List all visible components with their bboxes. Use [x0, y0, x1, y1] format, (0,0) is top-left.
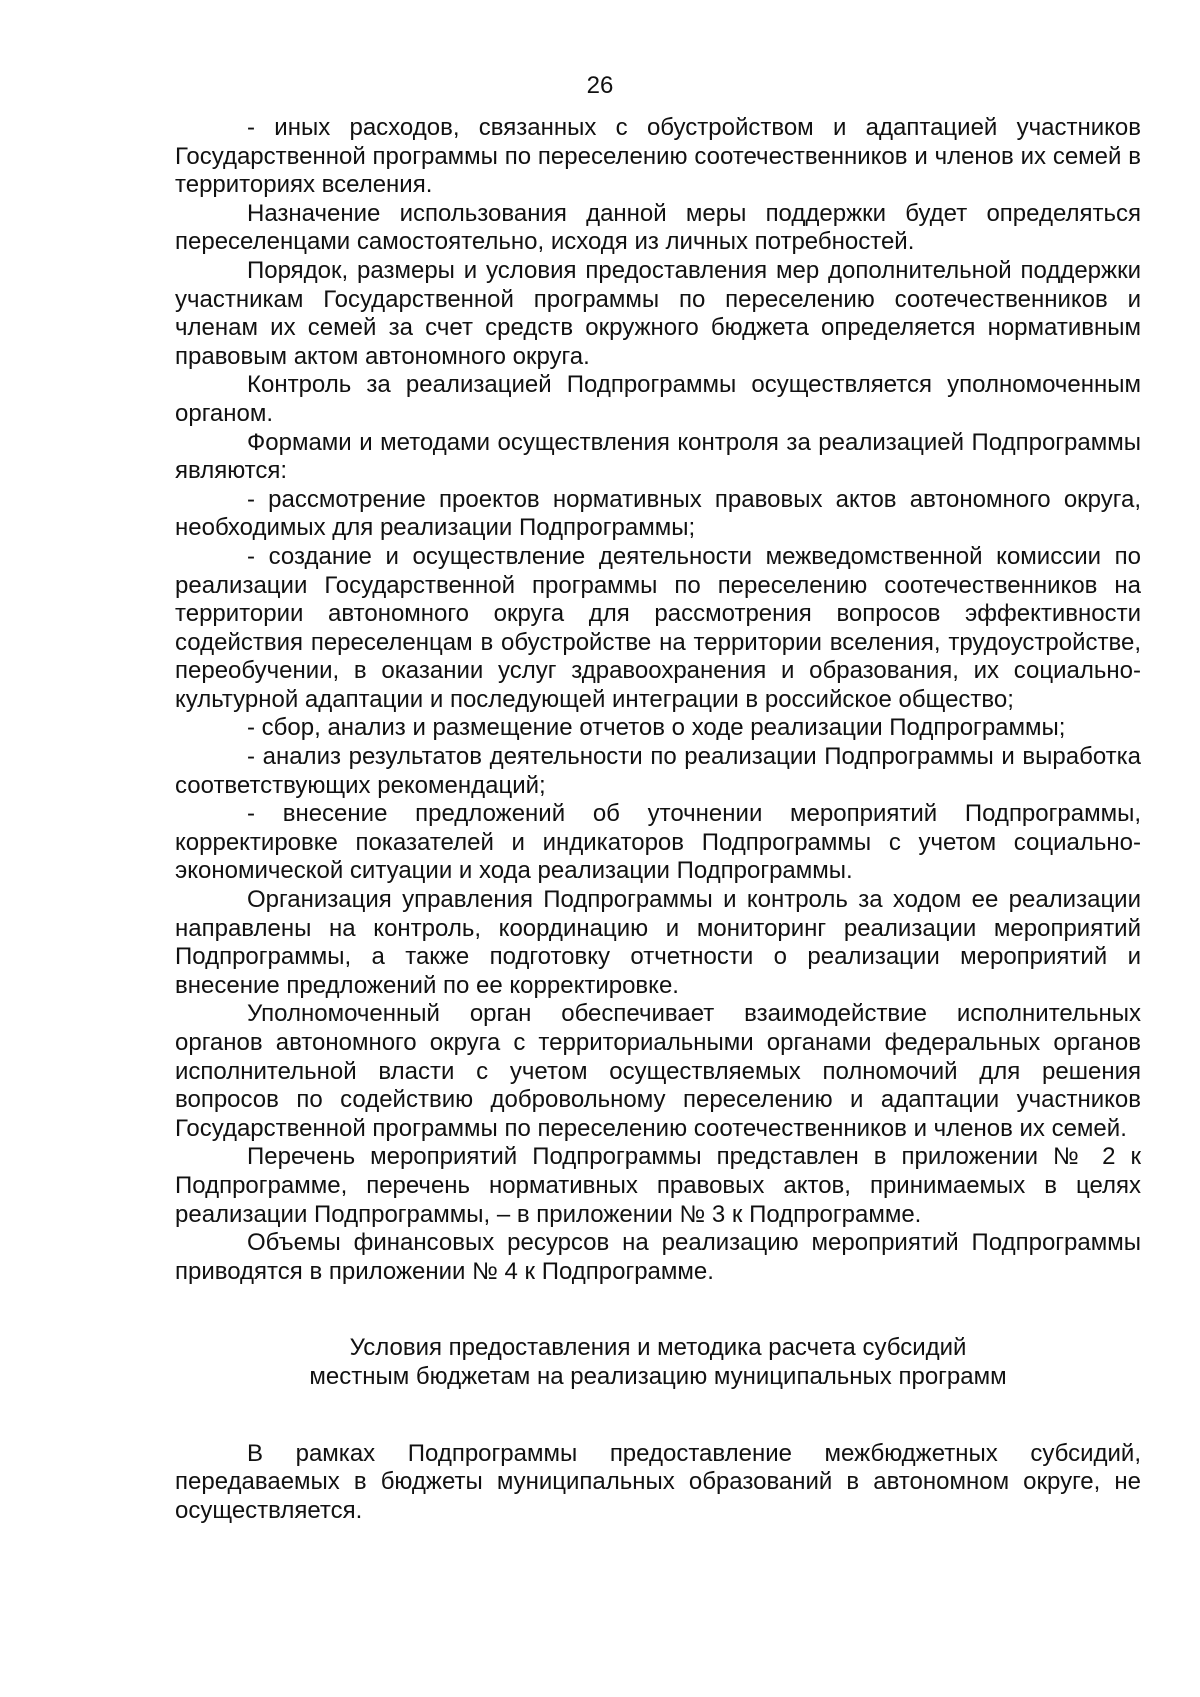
paragraph: Уполномоченный орган обеспечивает взаимодействие исполнительных органов автономного округа с территориальными органами федеральных органов исполнительной власти с учетом осуществляемых полномочий для решения вопросов по содействию добровольному переселению и адаптации участников Государственной программы по переселению соотечественников и членов их семей.	[175, 1000, 1141, 1142]
section-heading-line: Условия предоставления и методика расчета субсидий	[349, 1334, 967, 1362]
paragraph: - внесение предложений об уточнении мероприятий Подпрограммы, корректировке показателей и индикаторов Подпрограммы с учетом социально-экономической ситуации и хода реализации Подпрограммы.	[175, 800, 1141, 885]
section-heading-line: местным бюджетам на реализацию муниципальных программ	[309, 1362, 1007, 1390]
paragraph: Формами и методами осуществления контроля за реализацией Подпрограммы являются:	[175, 428, 1141, 485]
document-body	[175, 114, 1141, 1525]
paragraph: Организация управления Подпрограммы и контроль за ходом ее реализации направлены на контроль, координацию и мониторинг реализации мероприятий Подпрограммы, а также подготовку отчетности о реализации мероприятий и внесение предложений по ее корректировке.	[175, 886, 1141, 999]
paragraph: Контроль за реализацией Подпрограммы осуществляется уполномоченным органом.	[175, 371, 1141, 427]
paragraph: - создание и осуществление деятельности межведомственной комиссии по реализации Государственной программы по переселению соотечественников на территории автономного округа для рассмотрения вопросов эффективности содействия переселенцам в обустройстве на территории вселения, трудоустройстве, переобучении, в оказании услуг здравоохранения и образования, их социально-культурной адаптации и последующей интеграции в российское общество;	[175, 542, 1141, 713]
paragraph: - рассмотрение проектов нормативных правовых актов автономного округа, необходимых для реализации Подпрограммы;	[175, 485, 1141, 542]
page-number: 26	[586, 72, 614, 99]
paragraph: - анализ результатов деятельности по реализации Подпрограммы и выработка соответствующих рекомендаций;	[175, 743, 1141, 799]
section-heading	[175, 1334, 1141, 1391]
paragraph: - сбор, анализ и размещение отчетов о ходе реализации Подпрограммы;	[247, 714, 1066, 742]
paragraph: Перечень мероприятий Подпрограммы представлен в приложении № 2 к Подпрограмме, перечень нормативных правовых актов, принимаемых в целях реализации Подпрограммы, – в приложении № 3 к Подпрограмме.	[175, 1143, 1141, 1228]
paragraph: Объемы финансовых ресурсов на реализацию мероприятий Подпрограммы приводятся в приложении № 4 к Подпрограмме.	[175, 1229, 1141, 1285]
paragraph: - иных расходов, связанных с обустройством и адаптацией участников Государственной программы по переселению соотечественников и членов их семей в территориях вселения.	[175, 114, 1141, 199]
paragraph: Назначение использования данной меры поддержки будет определяться переселенцами самостоятельно, исходя из личных потребностей.	[175, 199, 1141, 256]
paragraph: Порядок, размеры и условия предоставления мер дополнительной поддержки участникам Государственной программы по переселению соотечественников и членам их семей за счет средств окружного бюджета определяется нормативным правовым актом автономного округа.	[175, 256, 1141, 370]
final-paragraph: В рамках Подпрограммы предоставление межбюджетных субсидий, передаваемых в бюджеты муниципальных образований в автономном округе, не осуществляется.	[175, 1439, 1141, 1524]
